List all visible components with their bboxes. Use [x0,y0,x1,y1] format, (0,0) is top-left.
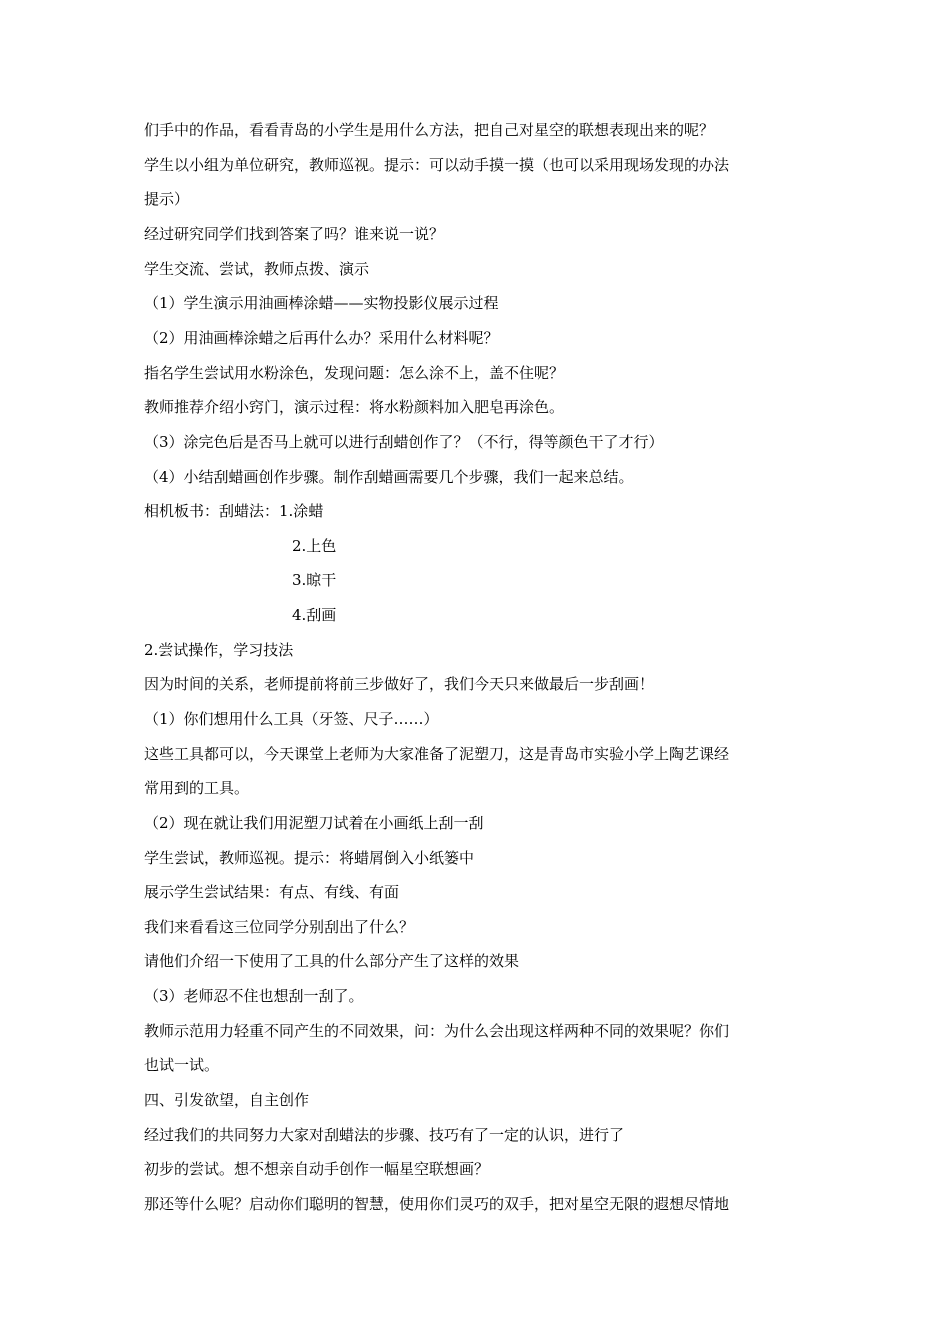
text-line: 因为时间的关系，老师提前将前三步做好了，我们今天只来做最后一步刮画！ [144,675,655,693]
text-line: （1）学生演示用油画棒涂蜡——实物投影仪展示过程 [144,294,499,312]
text-line: （3）老师忍不住也想刮一刮了。 [144,987,364,1005]
text-line: 教师推荐介绍小窍门，演示过程：将水粉颜料加入肥皂再涂色。 [144,398,565,416]
text-line: 提示） [144,190,190,208]
text-line: （4）小结刮蜡画创作步骤。制作刮蜡画需要几个步骤，我们一起来总结。 [144,468,634,486]
text-line: 学生交流、尝试，教师点拨、演示 [144,260,370,278]
board-step: 3.晾干 [292,571,337,589]
text-line: 指名学生尝试用水粉涂色，发现问题：怎么涂不上，盖不住呢？ [144,364,565,382]
text-line: 学生以小组为单位研究，教师巡视。提示：可以动手摸一摸（也可以采用现场发现的办法 [144,156,730,174]
section-heading: 2.尝试操作，学习技法 [144,641,294,659]
text-line: 那还等什么呢？启动你们聪明的智慧，使用你们灵巧的双手，把对星空无限的遐想尽情地 [144,1195,730,1213]
board-step: 2.上色 [292,537,337,555]
text-line: 教师示范用力轻重不同产生的不同效果，问：为什么会出现这样两种不同的效果呢？你们 [144,1022,730,1040]
text-line: 们手中的作品，看看青岛的小学生是用什么方法，把自己对星空的联想表现出来的呢？ [144,121,715,139]
text-line: 初步的尝试。想不想亲自动手创作一幅星空联想画？ [144,1160,490,1178]
section-heading: 四、引发欲望，自主创作 [144,1091,310,1109]
text-line: 这些工具都可以，今天课堂上老师为大家准备了泥塑刀，这是青岛市实验小学上陶艺课经 [144,745,730,763]
text-line: 经过研究同学们找到答案了吗？谁来说一说？ [144,225,445,243]
board-step: 4.刮画 [292,606,337,624]
text-line: （3）涂完色后是否马上就可以进行刮蜡创作了？（不行，得等颜色干了才行） [144,433,664,451]
text-line: 常用到的工具。 [144,779,250,797]
text-line: 展示学生尝试结果：有点、有线、有面 [144,883,400,901]
board-heading: 相机板书：刮蜡法：1.涂蜡 [144,502,324,520]
text-line: 学生尝试，教师巡视。提示：将蜡屑倒入小纸篓中 [144,849,475,867]
text-line: （2）现在就让我们用泥塑刀试着在小画纸上刮一刮 [144,814,484,832]
text-line: 经过我们的共同努力大家对刮蜡法的步骤、技巧有了一定的认识，进行了 [144,1126,625,1144]
text-line: （1）你们想用什么工具（牙签、尺子……） [144,710,439,728]
text-line: 我们来看看这三位同学分别刮出了什么？ [144,918,415,936]
text-line: 也试一试。 [144,1056,220,1074]
text-line: 请他们介绍一下使用了工具的什么部分产生了这样的效果 [144,952,520,970]
text-line: （2）用油画棒涂蜡之后再什么办？采用什么材料呢？ [144,329,499,347]
